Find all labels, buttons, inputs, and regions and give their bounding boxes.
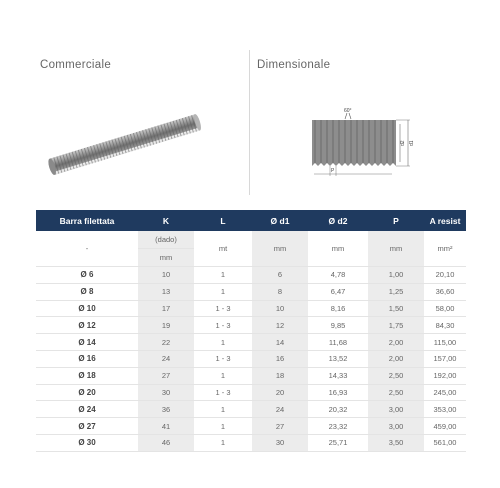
table-row bbox=[36, 434, 466, 451]
table-row bbox=[36, 334, 466, 351]
commercial-title: Commerciale bbox=[40, 59, 112, 71]
cell-d1: 27 bbox=[252, 418, 308, 435]
cell-a: 115,00 bbox=[424, 334, 466, 351]
cell-d2: 13,52 bbox=[308, 350, 368, 367]
cell-k: 46 bbox=[138, 434, 194, 451]
cell-l: 1 bbox=[194, 283, 252, 300]
cell-d2: 25,71 bbox=[308, 434, 368, 451]
col-header-k: K bbox=[138, 210, 194, 231]
spec-table bbox=[36, 210, 466, 452]
table-header-row bbox=[36, 210, 466, 231]
table-row bbox=[36, 267, 466, 284]
table-row bbox=[36, 418, 466, 435]
cell-barra: Ø 27 bbox=[36, 418, 138, 435]
cell-d1: 30 bbox=[252, 434, 308, 451]
cell-k: 30 bbox=[138, 384, 194, 401]
threaded-rod-image bbox=[40, 110, 210, 180]
cell-l: 1 - 3 bbox=[194, 350, 252, 367]
cell-d2: 11,68 bbox=[308, 334, 368, 351]
cell-a: 192,00 bbox=[424, 367, 466, 384]
cell-l: 1 bbox=[194, 418, 252, 435]
cell-d1: 24 bbox=[252, 401, 308, 418]
cell-barra: Ø 6 bbox=[36, 267, 138, 284]
cell-k: 13 bbox=[138, 283, 194, 300]
units-d2: mm bbox=[308, 231, 368, 267]
units-p: mm bbox=[368, 231, 424, 267]
cell-l: 1 - 3 bbox=[194, 384, 252, 401]
cell-p: 2,00 bbox=[368, 350, 424, 367]
cell-a: 353,00 bbox=[424, 401, 466, 418]
cell-d2: 14,33 bbox=[308, 367, 368, 384]
cell-p: 2,50 bbox=[368, 384, 424, 401]
table-row bbox=[36, 384, 466, 401]
cell-a: 157,00 bbox=[424, 350, 466, 367]
cell-p: 1,50 bbox=[368, 300, 424, 317]
cell-d2: 16,93 bbox=[308, 384, 368, 401]
cell-k: 27 bbox=[138, 367, 194, 384]
cell-d1: 10 bbox=[252, 300, 308, 317]
cell-p: 3,00 bbox=[368, 418, 424, 435]
pitch-label: P bbox=[331, 168, 335, 174]
cell-p: 1,75 bbox=[368, 317, 424, 334]
cell-barra: Ø 30 bbox=[36, 434, 138, 451]
cell-k: 24 bbox=[138, 350, 194, 367]
cell-a: 58,00 bbox=[424, 300, 466, 317]
cell-l: 1 - 3 bbox=[194, 317, 252, 334]
cell-d2: 9,85 bbox=[308, 317, 368, 334]
col-header-p: P bbox=[368, 210, 424, 231]
cell-a: 245,00 bbox=[424, 384, 466, 401]
dimensional-title: Dimensionale bbox=[257, 59, 331, 71]
cell-a: 561,00 bbox=[424, 434, 466, 451]
col-header-barra: Barra filettata bbox=[36, 210, 138, 231]
angle-label: 60° bbox=[344, 108, 352, 114]
cell-barra: Ø 12 bbox=[36, 317, 138, 334]
cell-a: 36,60 bbox=[424, 283, 466, 300]
cell-l: 1 bbox=[194, 401, 252, 418]
d2-label: d2 bbox=[400, 140, 406, 146]
cell-a: 459,00 bbox=[424, 418, 466, 435]
cell-k: 22 bbox=[138, 334, 194, 351]
cell-d1: 20 bbox=[252, 384, 308, 401]
cell-barra: Ø 18 bbox=[36, 367, 138, 384]
section-divider bbox=[249, 50, 250, 195]
cell-a: 84,30 bbox=[424, 317, 466, 334]
units-a: mm² bbox=[424, 231, 466, 267]
cell-k: 19 bbox=[138, 317, 194, 334]
table-row bbox=[36, 283, 466, 300]
cell-barra: Ø 24 bbox=[36, 401, 138, 418]
cell-d1: 12 bbox=[252, 317, 308, 334]
units-d1: mm bbox=[252, 231, 308, 267]
cell-d2: 8,16 bbox=[308, 300, 368, 317]
cell-l: 1 bbox=[194, 434, 252, 451]
cell-k: 41 bbox=[138, 418, 194, 435]
cell-p: 2,00 bbox=[368, 334, 424, 351]
cell-d1: 8 bbox=[252, 283, 308, 300]
cell-p: 2,50 bbox=[368, 367, 424, 384]
table-row bbox=[36, 350, 466, 367]
cell-p: 3,00 bbox=[368, 401, 424, 418]
cell-d2: 23,32 bbox=[308, 418, 368, 435]
cell-p: 1,25 bbox=[368, 283, 424, 300]
col-header-d1: Ø d1 bbox=[252, 210, 308, 231]
cell-d2: 6,47 bbox=[308, 283, 368, 300]
cell-d1: 14 bbox=[252, 334, 308, 351]
col-header-a: A resist bbox=[424, 210, 466, 231]
thread-diagram bbox=[300, 106, 420, 186]
cell-l: 1 bbox=[194, 367, 252, 384]
units-row bbox=[36, 231, 466, 249]
cell-d2: 4,78 bbox=[308, 267, 368, 284]
cell-k: 36 bbox=[138, 401, 194, 418]
units-k-mm: mm bbox=[138, 249, 194, 267]
cell-barra: Ø 14 bbox=[36, 334, 138, 351]
cell-k: 10 bbox=[138, 267, 194, 284]
cell-l: 1 bbox=[194, 267, 252, 284]
cell-l: 1 bbox=[194, 334, 252, 351]
table-row bbox=[36, 300, 466, 317]
cell-k: 17 bbox=[138, 300, 194, 317]
units-barra: - bbox=[36, 231, 138, 267]
cell-l: 1 - 3 bbox=[194, 300, 252, 317]
table-row bbox=[36, 317, 466, 334]
cell-barra: Ø 20 bbox=[36, 384, 138, 401]
units-l: mt bbox=[194, 231, 252, 267]
units-k-dado: (dado) bbox=[138, 231, 194, 249]
table-row bbox=[36, 401, 466, 418]
cell-barra: Ø 16 bbox=[36, 350, 138, 367]
cell-d1: 16 bbox=[252, 350, 308, 367]
cell-d1: 18 bbox=[252, 367, 308, 384]
col-header-d2: Ø d2 bbox=[308, 210, 368, 231]
cell-barra: Ø 10 bbox=[36, 300, 138, 317]
cell-p: 1,00 bbox=[368, 267, 424, 284]
cell-d2: 20,32 bbox=[308, 401, 368, 418]
cell-a: 20,10 bbox=[424, 267, 466, 284]
table-row bbox=[36, 367, 466, 384]
cell-barra: Ø 8 bbox=[36, 283, 138, 300]
col-header-l: L bbox=[194, 210, 252, 231]
cell-d1: 6 bbox=[252, 267, 308, 284]
cell-p: 3,50 bbox=[368, 434, 424, 451]
d1-label: d1 bbox=[409, 140, 415, 146]
